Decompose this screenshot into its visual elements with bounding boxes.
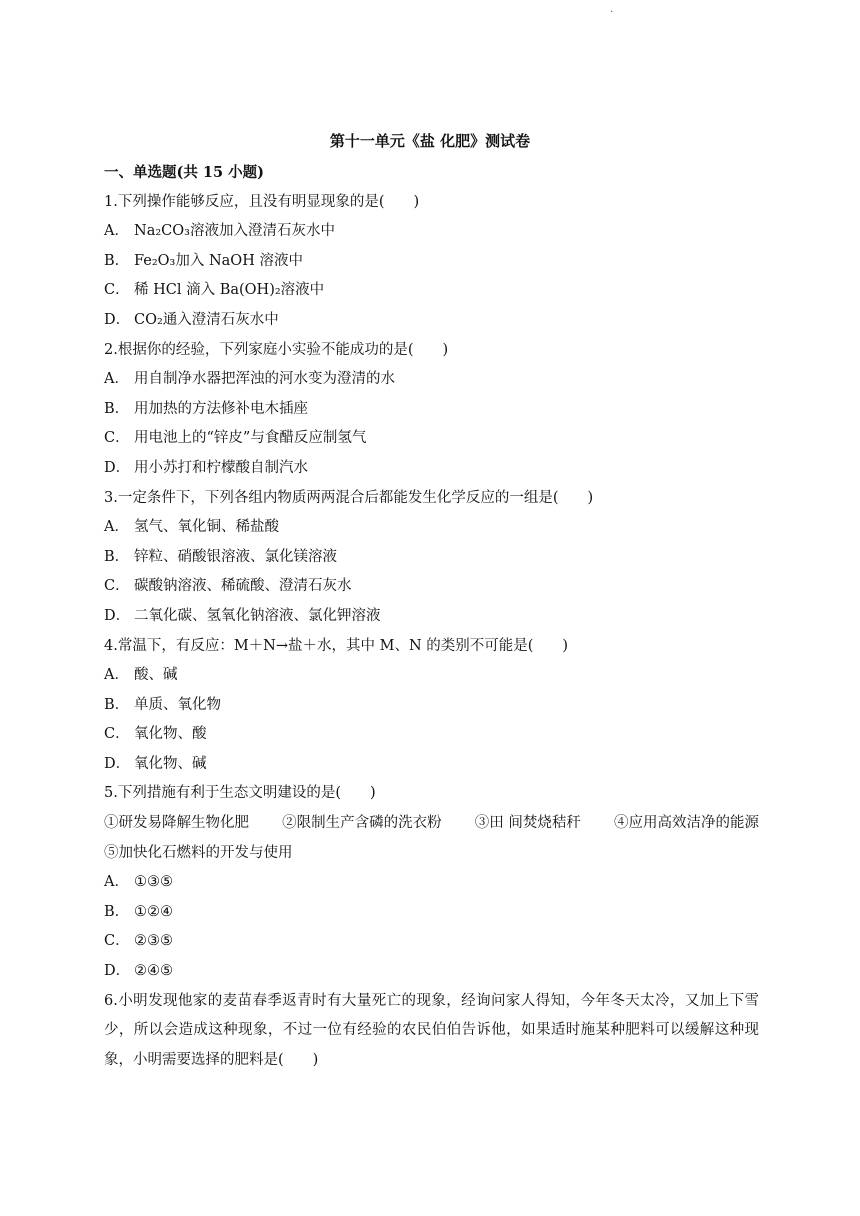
option-text: ①②④: [134, 903, 173, 920]
option-c: [104, 720, 759, 750]
option-key: D．: [104, 311, 131, 328]
option-d: [104, 454, 759, 484]
question-stem: 5.下列措施有利于生态文明建设的是( ): [104, 785, 376, 802]
statement-item: ⑤加快化石燃料的开发与使用: [104, 844, 293, 861]
option-text: CO₂通入澄清石灰水中: [134, 311, 279, 328]
option-key: A．: [104, 519, 129, 536]
option-d: [104, 957, 759, 987]
option-text: 锌粒、硝酸银溶液、氯化镁溶液: [134, 548, 337, 565]
option-c: [104, 276, 759, 306]
question-stem: 4.常温下，有反应：M＋N→盐＋水，其中 M、N 的类别不可能是( ): [104, 637, 569, 654]
option-b: [104, 543, 759, 573]
option-text: 氧化物、酸: [134, 726, 207, 743]
option-text: 碳酸钠溶液、稀硫酸、澄清石灰水: [134, 578, 352, 595]
option-text: 氧化物、碱: [134, 755, 207, 772]
option-key: B．: [104, 548, 130, 565]
option-b: [104, 898, 759, 928]
option-d: [104, 306, 759, 336]
option-key: D．: [104, 459, 131, 476]
option-b: [104, 247, 759, 277]
option-key: B．: [104, 400, 130, 417]
question-stem: 2.根据你的经验，下列家庭小实验不能成功的是( ): [104, 341, 449, 358]
page-title: 第十一单元《盐 化肥》测试卷: [329, 132, 531, 150]
document-body: [104, 158, 759, 1075]
option-text: 单质、氧化物: [134, 696, 221, 713]
option-a: [104, 661, 759, 691]
option-text: Fe₂O₃加入 NaOH 溶液中: [134, 252, 303, 269]
option-key: C．: [104, 726, 130, 743]
option-key: C．: [104, 933, 130, 950]
option-text: 二氧化碳、氢氧化钠溶液、氯化钾溶液: [134, 607, 381, 624]
option-text: 氢气、氧化铜、稀盐酸: [134, 519, 279, 536]
option-text: 用小苏打和柠檬酸自制汽水: [134, 459, 308, 476]
option-key: D．: [104, 755, 131, 772]
option-key: C．: [104, 578, 130, 595]
option-b: [104, 691, 759, 721]
option-text: ②③⑤: [134, 933, 173, 950]
question-stem: 1.下列操作能够反应，且没有明显现象的是( ): [104, 193, 420, 210]
statement-list: [104, 809, 759, 839]
option-d: [104, 602, 759, 632]
option-c: [104, 572, 759, 602]
option-text: 用自制净水器把浑浊的河水变为澄清的水: [134, 371, 395, 388]
statement-item: ④应用高效洁净的能源: [613, 815, 759, 832]
statement-item: ②限制生产含磷的洗衣粉: [282, 815, 442, 832]
statement-item: ③田 间焚烧秸秆: [474, 815, 581, 832]
option-text: 用电池上的“锌皮”与食醋反应制氢气: [134, 430, 367, 447]
option-key: A．: [104, 223, 129, 240]
option-key: A．: [104, 874, 129, 891]
option-b: [104, 395, 759, 425]
option-c: [104, 424, 759, 454]
option-a: [104, 513, 759, 543]
header-dot: .: [610, 4, 614, 15]
option-key: D．: [104, 963, 131, 980]
option-text: ②④⑤: [134, 963, 173, 980]
option-a: [104, 868, 759, 898]
option-text: 用加热的方法修补电木插座: [134, 400, 308, 417]
option-text: Na₂CO₃溶液加入澄清石灰水中: [134, 223, 335, 240]
option-key: B．: [104, 252, 130, 269]
option-key: A．: [104, 371, 129, 388]
option-text: 稀 HCl 滴入 Ba(OH)₂溶液中: [134, 282, 325, 299]
question-stem: 6.小明发现他家的麦苗春季返青时有大量死亡的现象，经询问家人得知，今年冬天太冷，又加上下雪少，所以会造成这种现象，不过一位有经验的农民伯伯告诉他，如果适时施某种肥料可以缓解这种现象，小明需要选择的肥料是( ): [104, 992, 759, 1068]
question-stem: 3.一定条件下，下列各组内物质两两混合后都能发生化学反应的一组是( ): [104, 489, 594, 506]
option-key: C．: [104, 430, 130, 447]
option-key: D．: [104, 607, 131, 624]
option-text: 酸、碱: [134, 667, 178, 684]
option-a: [104, 365, 759, 395]
option-key: B．: [104, 903, 130, 920]
statement-item: ①研发易降解生物化肥: [104, 815, 249, 832]
option-a: [104, 217, 759, 247]
option-key: A．: [104, 667, 129, 684]
option-c: [104, 927, 759, 957]
option-key: C．: [104, 282, 130, 299]
option-d: [104, 750, 759, 780]
option-text: ①③⑤: [134, 874, 173, 891]
section-heading: 一、单选题(共 15 小题): [104, 164, 264, 181]
option-key: B．: [104, 696, 130, 713]
